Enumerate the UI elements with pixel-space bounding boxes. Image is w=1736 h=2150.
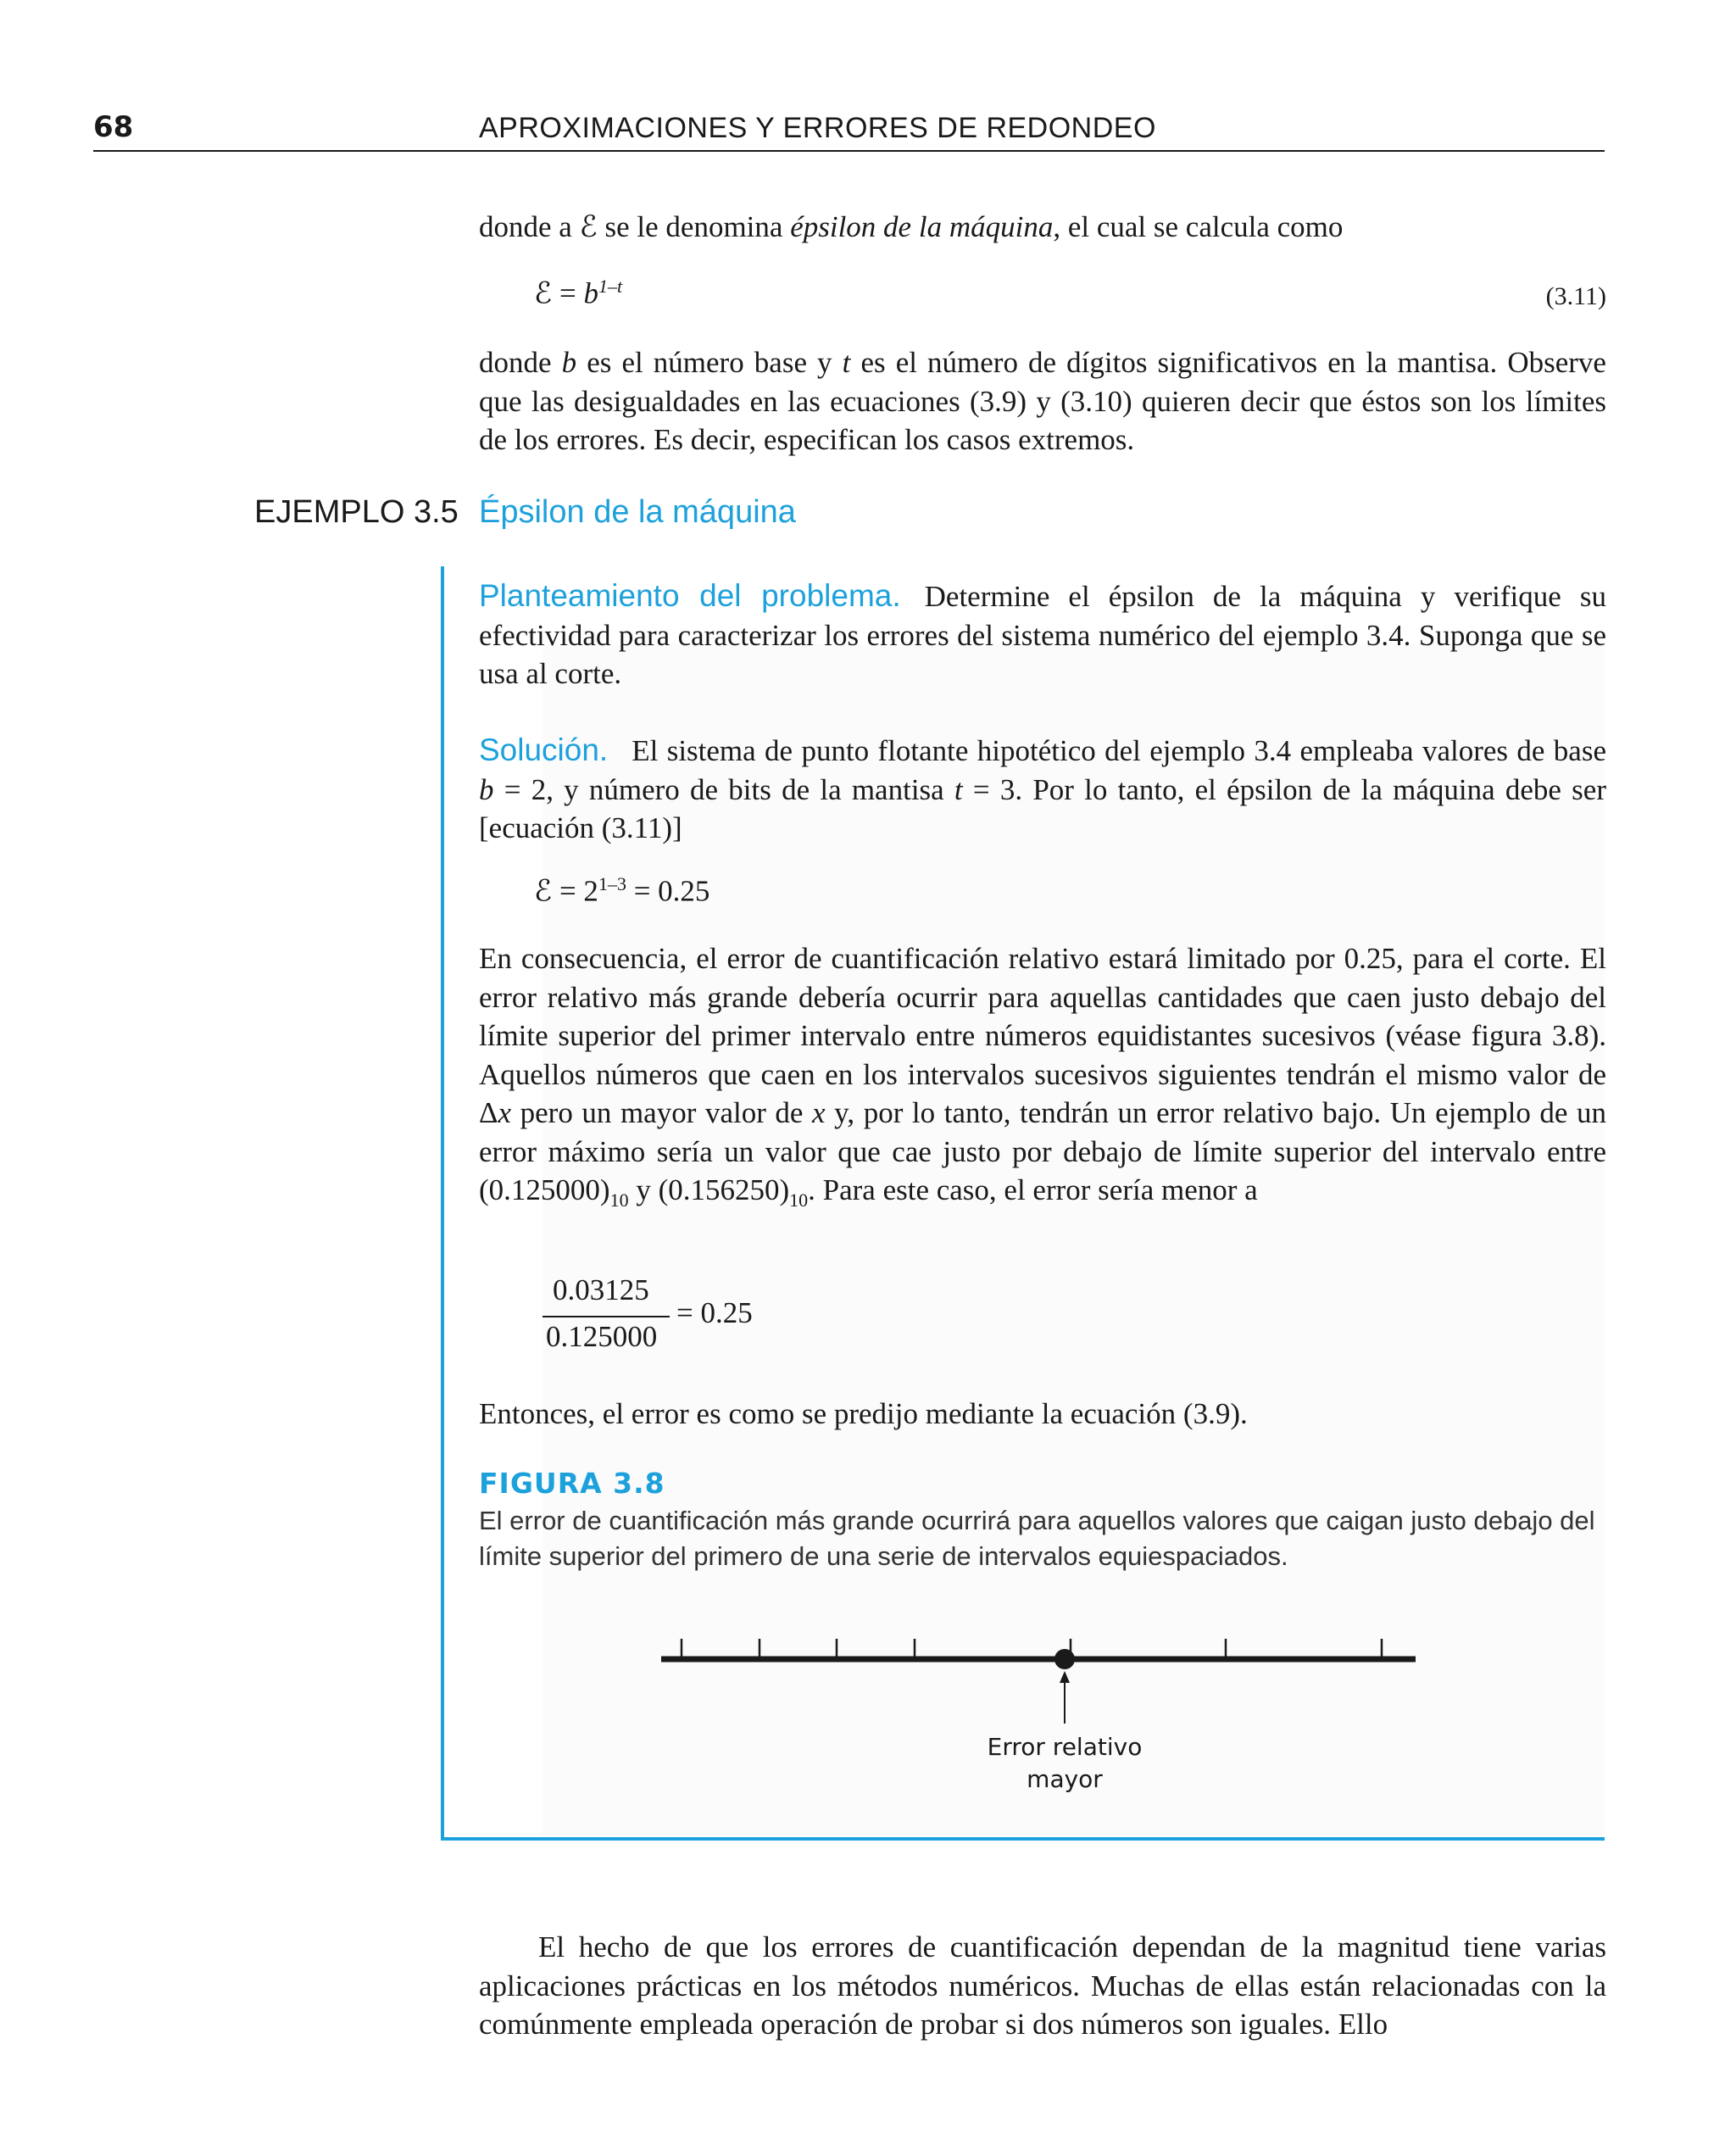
- equation-number: (3.11): [1545, 282, 1606, 310]
- max-error-point: [1054, 1649, 1075, 1669]
- fraction-bar: [542, 1316, 670, 1317]
- solution-heading: Solución.: [479, 732, 609, 767]
- para3-text-e: y, por lo tanto, tendrán un error relativo bajo. Un ejemplo de un error máximo sería un valor que cae justo por debajo de límite superior del intervalo entre (0.125000): [479, 1096, 1606, 1206]
- fraction-numerator: 0.03125: [553, 1273, 649, 1306]
- closing-paragraph: El hecho de que los errores de cuantificación dependan de la magnitud tiene varias aplicaciones prácticas en los métodos numéricos. Muchas de ellas están relacionadas con la comúnmente empleada operación de probar si dos números son iguales. Ello: [479, 1930, 1606, 2041]
- para1-term: épsilon de la máquina: [790, 210, 1054, 243]
- fraction-result: = 0.25: [676, 1296, 753, 1329]
- para3-text-f: y (0.156250): [628, 1173, 790, 1206]
- para1-text-a: donde a ℰ se le denomina: [479, 210, 791, 243]
- eq311-exponent: 1–t: [598, 276, 623, 297]
- problem-statement: [479, 576, 1606, 693]
- solution-text-c: = 2, y número de bits de la mantisa: [493, 772, 954, 806]
- para3-text-a: En consecuencia, el error de cuantificación relativo estará limitado por 0.25, para el corte. El error relativo más grande debería ocurrir para aquellas cantidades que caen justo debajo del límite superior del primer intervalo entre números equidistantes sucesivos (véase figura 3.8). Aquellos números que caen en los intervalos sucesivos siguientes tendrán el mismo valor de Δ: [479, 942, 1606, 1129]
- intro-paragraph: [479, 208, 1606, 247]
- problem-text: Determine el épsilon de la máquina y verifique su efectividad para caracterizar los errores del sistema numérico del ejemplo 3.4. Suponga que se usa al corte.: [479, 580, 1606, 690]
- annotation-line-1: Error relativo: [987, 1733, 1143, 1761]
- eq311-lhs: ℰ =: [534, 276, 584, 310]
- para2-text-c: es el número base y: [576, 346, 843, 379]
- page-number: 68: [93, 110, 134, 144]
- equation-3-11: [534, 276, 1606, 311]
- solution-paragraph: [479, 731, 1606, 848]
- running-head: APROXIMACIONES Y ERRORES DE REDONDEO: [479, 112, 1156, 144]
- para3-subscript-1: 10: [609, 1189, 629, 1211]
- consequence-paragraph: [479, 939, 1606, 1220]
- epsilon-equation: [534, 873, 709, 909]
- figure-label: FIGURA 3.8: [479, 1467, 665, 1500]
- figure-caption: El error de cuantificación más grande ocurrirá para aquellos valores que caigan justo debajo del límite superior del primero de una serie de intervalos equiespaciados.: [479, 1506, 1595, 1571]
- annotation-arrow-head: [1060, 1671, 1070, 1683]
- para3-var-x1: x: [498, 1096, 512, 1129]
- eps-eq-rhs: = 0.25: [626, 874, 710, 908]
- para2-var-b: b: [561, 346, 577, 379]
- solution-text-a: El sistema de punto flotante hipotético del ejemplo 3.4 empleaba valores de base: [632, 734, 1606, 767]
- solution-text-e: = 3. Por lo tanto, el épsilon de la máquina debe ser [ecuación (3.11)]: [479, 772, 1606, 844]
- problem-heading: Planteamiento del problema.: [479, 578, 901, 613]
- para3-subscript-2: 10: [789, 1189, 809, 1211]
- number-line-figure: [653, 1624, 1441, 1810]
- example-title: Épsilon de la máquina: [479, 494, 796, 530]
- annotation-line-2: mayor: [1027, 1765, 1103, 1793]
- header-rule: [93, 150, 1605, 152]
- example-box-left-rule: [441, 566, 444, 1840]
- solution-var-b: b: [479, 772, 494, 806]
- fraction-denominator: 0.125000: [546, 1320, 658, 1353]
- eps-eq-lhs: ℰ = 2: [534, 874, 598, 908]
- para1-text-c: , el cual se calcula como: [1053, 210, 1344, 243]
- para3-text-c: pero un mayor valor de: [511, 1096, 813, 1129]
- para2-text-e: es el número de dígitos significativos en la mantisa. Observe que las desigualdades en las ecuaciones (3.9) y (3.10) quieren decir que éstos son los límites de los errores. Es decir, especifican los casos extremos.: [479, 346, 1606, 456]
- para2-text-a: donde: [479, 346, 562, 379]
- para3-var-x2: x: [812, 1096, 826, 1129]
- eps-eq-exponent: 1–3: [598, 873, 626, 894]
- para3-text-g: . Para este caso, el error sería menor a: [808, 1173, 1258, 1206]
- definition-paragraph: [479, 343, 1606, 460]
- para2-var-t: t: [842, 346, 851, 379]
- conclusion-paragraph: Entonces, el error es como se predijo mediante la ecuación (3.9).: [479, 1397, 1248, 1430]
- example-label: EJEMPLO 3.5: [254, 494, 459, 530]
- eq311-base: b: [583, 276, 598, 310]
- solution-var-t: t: [954, 772, 963, 806]
- example-box-bottom-rule: [441, 1837, 1605, 1841]
